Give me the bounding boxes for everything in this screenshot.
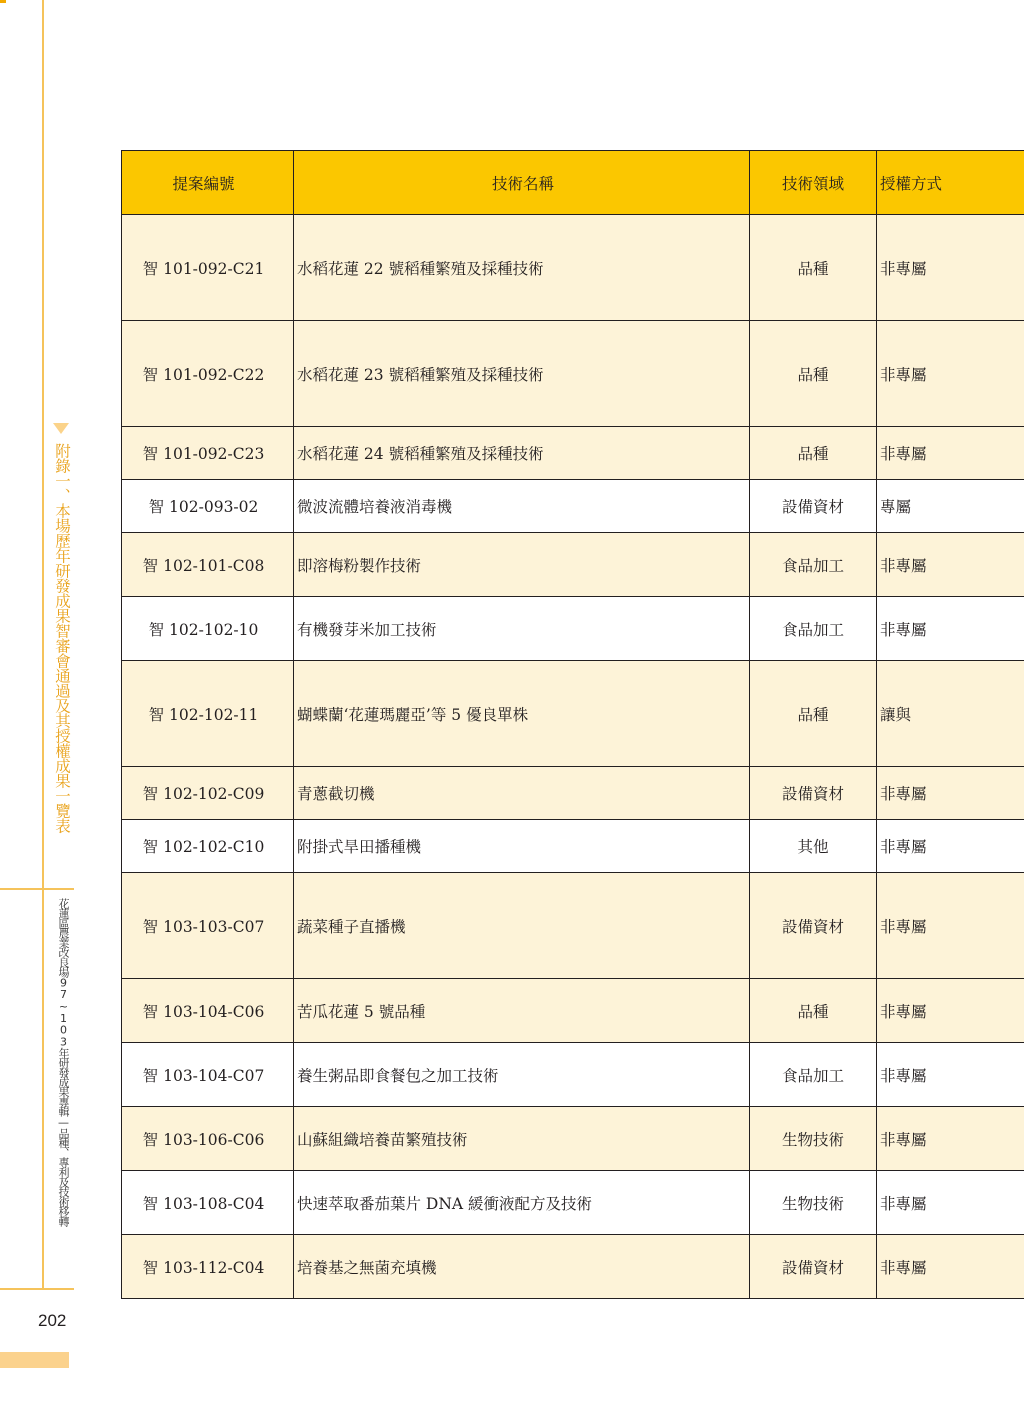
table-row [122, 1043, 1024, 1107]
table-row [122, 321, 1024, 427]
cell-field: 生物技術 [750, 1171, 877, 1235]
margin-line [42, 0, 44, 890]
cell-field: 生物技術 [750, 1107, 877, 1171]
cell-auth: 非專屬 [877, 597, 1024, 661]
cell-name: 快速萃取番茄葉片 DNA 緩衝液配方及技術 [294, 1171, 750, 1235]
triangle-down-icon [53, 423, 69, 434]
table-row [122, 1171, 1024, 1235]
cell-field: 設備資材 [750, 480, 877, 533]
cell-field: 設備資材 [750, 767, 877, 820]
table-row [122, 767, 1024, 820]
table-row [122, 820, 1024, 873]
cell-auth: 非專屬 [877, 427, 1024, 480]
corner-mark [0, 0, 6, 3]
cell-auth: 非專屬 [877, 873, 1024, 979]
cell-field: 品種 [750, 215, 877, 321]
cell-name: 蝴蝶蘭‘花蓮瑪麗亞’等 5 優良單株 [294, 661, 750, 767]
margin-divider [0, 888, 74, 890]
vertical-section-title: 附錄一、本場歷年研發成果智審會通過及其授權成果一覽表 [53, 443, 71, 833]
cell-id: 智 103-103-C07 [122, 873, 294, 979]
cell-name: 養生粥品即食餐包之加工技術 [294, 1043, 750, 1107]
cell-auth: 非專屬 [877, 1043, 1024, 1107]
cell-field: 品種 [750, 321, 877, 427]
cell-auth: 非專屬 [877, 767, 1024, 820]
header-field: 技術領域 [750, 151, 877, 215]
cell-name: 附掛式旱田播種機 [294, 820, 750, 873]
page-number-bar [0, 1352, 69, 1368]
cell-id: 智 102-102-C09 [122, 767, 294, 820]
cell-name: 山蘇組織培養苗繁殖技術 [294, 1107, 750, 1171]
cell-auth: 非專屬 [877, 1235, 1024, 1299]
cell-id: 智 102-102-10 [122, 597, 294, 661]
cell-field: 食品加工 [750, 597, 877, 661]
vertical-book-title: 花蓮區農業改良場97~103年研發成果專輯—品種、專利及技術移轉 [57, 898, 70, 1226]
cell-field: 食品加工 [750, 533, 877, 597]
table-row [122, 215, 1024, 321]
cell-id: 智 102-101-C08 [122, 533, 294, 597]
cell-id: 智 103-112-C04 [122, 1235, 294, 1299]
cell-auth: 非專屬 [877, 1107, 1024, 1171]
cell-auth: 讓與 [877, 661, 1024, 767]
cell-name: 培養基之無菌充填機 [294, 1235, 750, 1299]
cell-id: 智 102-102-11 [122, 661, 294, 767]
cell-name: 苦瓜花蓮 5 號品種 [294, 979, 750, 1043]
header-auth: 授權方式 [877, 151, 1024, 215]
cell-name: 水稻花蓮 22 號稻種繁殖及採種技術 [294, 215, 750, 321]
table-row [122, 661, 1024, 767]
margin-line-lower [42, 890, 44, 1290]
cell-id: 智 103-108-C04 [122, 1171, 294, 1235]
cell-name: 水稻花蓮 23 號稻種繁殖及採種技術 [294, 321, 750, 427]
table-row [122, 979, 1024, 1043]
cell-field: 食品加工 [750, 1043, 877, 1107]
table-row [122, 1107, 1024, 1171]
results-table [121, 150, 1024, 1299]
table-row [122, 427, 1024, 480]
cell-name: 微波流體培養液消毒機 [294, 480, 750, 533]
table-row [122, 873, 1024, 979]
cell-id: 智 103-104-C07 [122, 1043, 294, 1107]
header-id: 提案編號 [122, 151, 294, 215]
cell-field: 品種 [750, 661, 877, 767]
page-number: 202 [38, 1311, 67, 1330]
cell-id: 智 101-092-C22 [122, 321, 294, 427]
cell-field: 品種 [750, 427, 877, 480]
cell-id: 智 101-092-C23 [122, 427, 294, 480]
cell-field: 品種 [750, 979, 877, 1043]
cell-auth: 非專屬 [877, 215, 1024, 321]
cell-auth: 非專屬 [877, 1171, 1024, 1235]
cell-field: 設備資材 [750, 873, 877, 979]
cell-auth: 非專屬 [877, 979, 1024, 1043]
cell-name: 即溶梅粉製作技術 [294, 533, 750, 597]
header-name: 技術名稱 [294, 151, 750, 215]
cell-name: 蔬菜種子直播機 [294, 873, 750, 979]
cell-auth: 非專屬 [877, 321, 1024, 427]
cell-auth: 專屬 [877, 480, 1024, 533]
cell-field: 其他 [750, 820, 877, 873]
cell-id: 智 103-106-C06 [122, 1107, 294, 1171]
cell-id: 智 102-093-02 [122, 480, 294, 533]
cell-auth: 非專屬 [877, 820, 1024, 873]
table-row [122, 597, 1024, 661]
table-row [122, 1235, 1024, 1299]
cell-name: 水稻花蓮 24 號稻種繁殖及採種技術 [294, 427, 750, 480]
cell-id: 智 102-102-C10 [122, 820, 294, 873]
cell-id: 智 101-092-C21 [122, 215, 294, 321]
cell-auth: 非專屬 [877, 533, 1024, 597]
margin-divider-bottom [0, 1288, 74, 1290]
cell-id: 智 103-104-C06 [122, 979, 294, 1043]
cell-name: 有機發芽米加工技術 [294, 597, 750, 661]
cell-field: 設備資材 [750, 1235, 877, 1299]
table-header-row [122, 151, 1024, 215]
table-row [122, 480, 1024, 533]
table-row [122, 533, 1024, 597]
cell-name: 青蔥截切機 [294, 767, 750, 820]
